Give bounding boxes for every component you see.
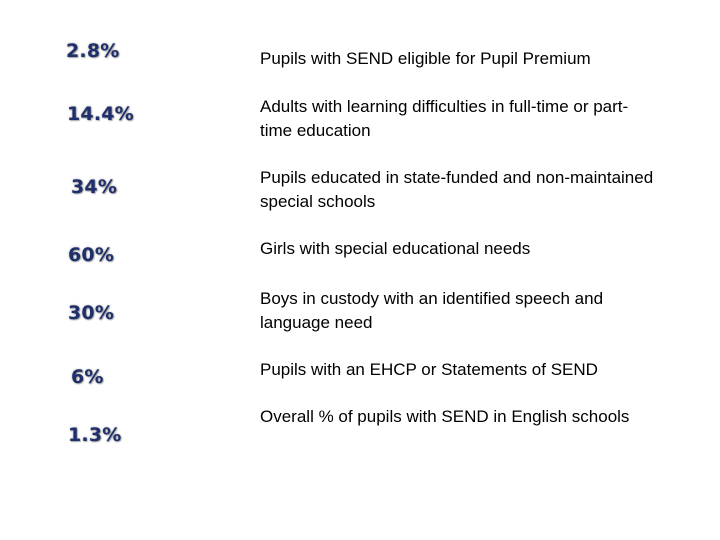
stat-value: 60% (68, 244, 115, 266)
stat-value: 2.8% (66, 40, 120, 62)
stat-label: Pupils with SEND eligible for Pupil Premium (260, 49, 591, 68)
stat-label: Pupils with an EHCP or Statements of SEND (260, 360, 598, 379)
stat-label: Adults with learning difficulties in full-time or part-time education (260, 97, 629, 140)
stat-label: Girls with special educational needs (260, 239, 531, 258)
stat-value: 34% (71, 176, 118, 198)
stat-value: 14.4% (67, 103, 134, 125)
stat-label: Boys in custody with an identified speech and language need (260, 289, 604, 332)
stat-value: 1.3% (68, 424, 122, 446)
stat-label: Pupils educated in state-funded and non-maintained special schools (260, 168, 654, 211)
stat-label: Overall % of pupils with SEND in English schools (260, 407, 630, 426)
stat-value: 30% (68, 302, 115, 324)
stat-value: 6% (71, 366, 104, 388)
